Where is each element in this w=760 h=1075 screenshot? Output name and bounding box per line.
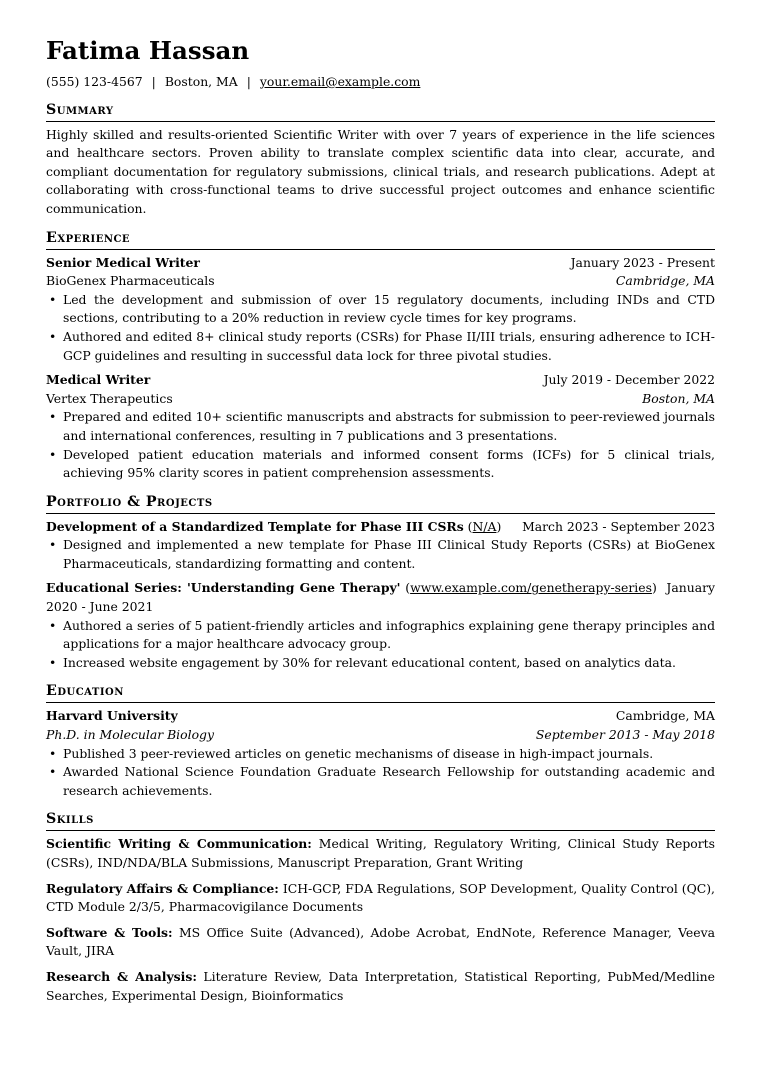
bullet-item: • Increased website engagement by 30% for relevant educational content, based on analytics data.: [63, 654, 715, 673]
skill-label: Regulatory Affairs & Compliance:: [46, 880, 279, 896]
project-name: Educational Series: 'Understanding Gene Therapy': [46, 580, 401, 596]
section-title-summary: Summary: [46, 100, 715, 122]
job-company: Vertex Therapeutics: [46, 390, 173, 406]
skill-label: Scientific Writing & Communication:: [46, 836, 312, 852]
skill-label: Research & Analysis:: [46, 968, 197, 984]
school-location: Cambridge, MA: [615, 708, 715, 724]
project-bullets: [46, 617, 715, 673]
project-header: Development of a Standardized Template for Phase III CSRs (N/A) March 2023 - September 2023: [46, 518, 715, 537]
job-location: Cambridge, MA: [615, 273, 715, 289]
bullet-item: • Designed and implemented a new template for Phase III Clinical Study Reports (CSRs) at BioGenex Pharmaceuticals, standardizing formatting and content.: [63, 536, 715, 573]
job-company: BioGenex Pharmaceuticals: [46, 273, 215, 289]
contact-line: [46, 73, 715, 92]
project-dates: January 2020 - June 2021: [46, 580, 715, 615]
job-header: [46, 371, 715, 390]
project-dates: March 2023 - September 2023: [522, 518, 715, 534]
job-dates: July 2019 - December 2022: [543, 372, 715, 388]
job-subheader: [46, 390, 715, 409]
skill-group: [46, 968, 715, 1005]
project-header: Educational Series: 'Understanding Gene Therapy' (www.example.com/genetherapy-series) January 2020 - June 2021: [46, 580, 715, 615]
bullet-item: • Awarded National Science Foundation Graduate Research Fellowship for outstanding academic and research achievements.: [63, 763, 715, 800]
project-entry: [46, 518, 715, 574]
bullet-item: • Authored and edited 8+ clinical study reports (CSRs) for Phase II/III trials, ensuring adherence to ICH-GCP guidelines and resulting in successful data lock for three pivotal studies.: [63, 328, 715, 365]
project-link[interactable]: www.example.com/genetherapy-series: [410, 580, 652, 596]
project-entry: [46, 579, 715, 672]
email-link[interactable]: your.email@example.com: [259, 74, 421, 89]
section-title-experience: Experience: [46, 228, 715, 250]
skill-text: Literature Review, Data Interpretation, Statistical Reporting, PubMed/Medline Searches, Experimental Design, Bioinformatics: [46, 968, 715, 1003]
job-dates: January 2023 - Present: [570, 254, 715, 270]
job-location: Boston, MA: [642, 390, 715, 406]
skill-group: [46, 835, 715, 872]
section-title-skills: Skills: [46, 809, 715, 831]
bullet-item: • Prepared and edited 10+ scientific manuscripts and abstracts for submission to peer-reviewed journals and international conferences, resulting in 7 publications and 3 presentations.: [63, 408, 715, 445]
bullet-item: • Published 3 peer-reviewed articles on genetic mechanisms of disease in high-impact journals.: [63, 745, 715, 764]
job-header: [46, 254, 715, 273]
section-title-projects: Portfolio & Projects: [46, 492, 715, 514]
skill-text: ICH-GCP, FDA Regulations, SOP Development, Quality Control (QC), CTD Module 2/3/5, Pharmacovigilance Documents: [46, 880, 715, 915]
job-subheader: [46, 272, 715, 291]
school-name: Harvard University: [46, 708, 178, 724]
bullet-item: • Developed patient education materials and informed consent forms (ICFs) for 5 clinical trials, achieving 95% clarity scores in patient comprehension assessments.: [63, 446, 715, 483]
skill-group: [46, 880, 715, 917]
project-name: Development of a Standardized Template for Phase III CSRs: [46, 518, 464, 534]
skill-text: MS Office Suite (Advanced), Adobe Acrobat, EndNote, Reference Manager, Veeva Vault, JIRA: [46, 924, 715, 959]
section-title-education: Education: [46, 681, 715, 703]
project-link[interactable]: N/A: [472, 518, 497, 534]
job-role: Medical Writer: [46, 372, 151, 388]
job-entry: [46, 254, 715, 366]
skill-group: [46, 924, 715, 961]
candidate-name: Fatima Hassan: [46, 36, 250, 65]
education-header: [46, 707, 715, 726]
job-bullets: [46, 408, 715, 482]
education-entry: [46, 707, 715, 800]
phone: (555) 123-4567: [46, 74, 143, 89]
separator: |: [151, 74, 156, 89]
job-entry: [46, 371, 715, 483]
skill-label: Software & Tools:: [46, 924, 173, 940]
location: Boston, MA: [164, 74, 238, 89]
separator: |: [246, 74, 251, 89]
job-bullets: [46, 291, 715, 365]
bullet-item: • Authored a series of 5 patient-friendly articles and infographics explaining gene therapy principles and applications for a major healthcare advocacy group.: [63, 617, 715, 654]
skill-text: Medical Writing, Regulatory Writing, Clinical Study Reports (CSRs), IND/NDA/BLA Submissions, Manuscript Preparation, Grant Writing: [46, 836, 715, 870]
summary-text: Highly skilled and results-oriented Scientific Writer with over 7 years of experience in the life sciences and healthcare sectors. Proven ability to translate complex scientific data into clear, accurate, and compliant documentation for regulatory submissions, clinical trials, and research publications. Adept at collaborating with cross-functional teams to drive successful project outcomes and enhance scientific communication.: [46, 126, 715, 216]
education-subheader: [46, 726, 715, 745]
degree: Ph.D. in Molecular Biology: [46, 727, 214, 743]
education-dates: September 2013 - May 2018: [535, 727, 715, 743]
education-bullets: [46, 745, 715, 801]
project-bullets: [46, 536, 715, 573]
job-role: Senior Medical Writer: [46, 254, 200, 270]
bullet-item: • Led the development and submission of over 15 regulatory documents, including INDs and CTD sections, contributing to a 20% reduction in review cycle times for key programs.: [63, 291, 715, 328]
